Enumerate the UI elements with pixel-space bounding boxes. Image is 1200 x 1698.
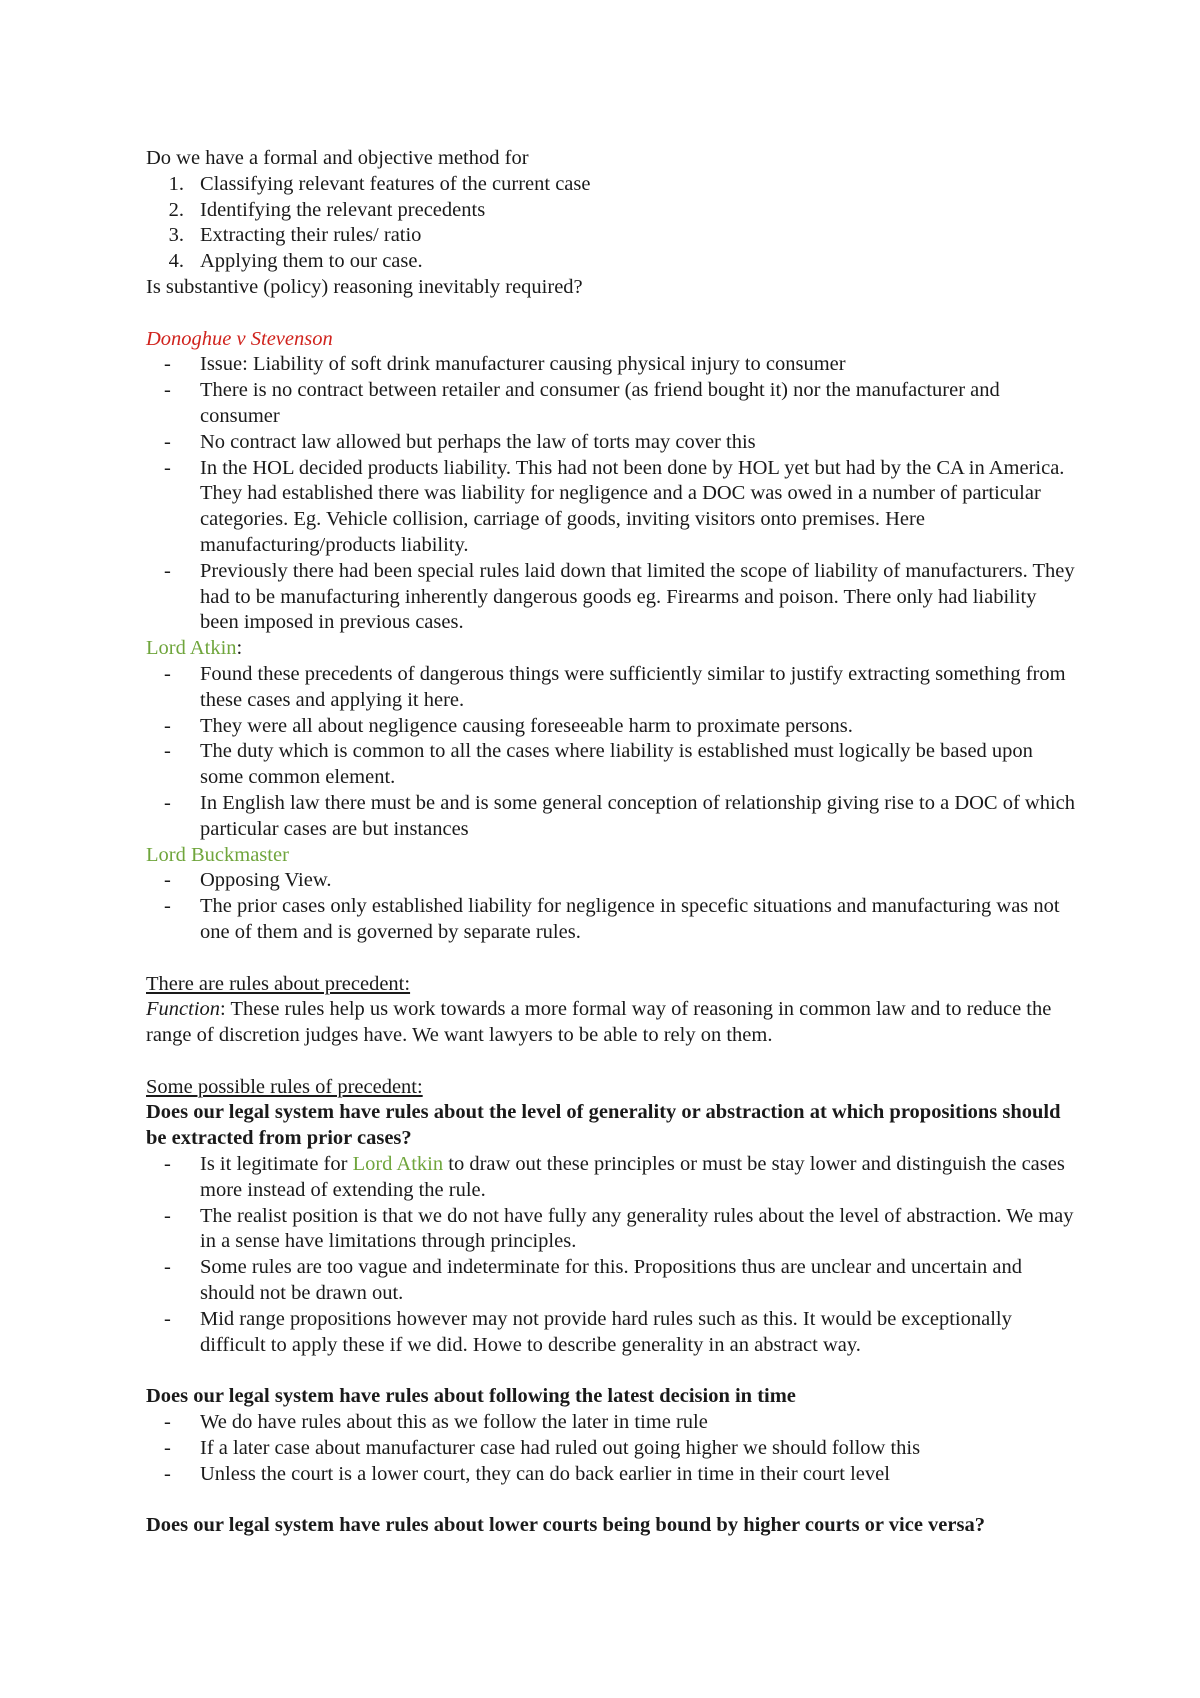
list-item-text: Unless the court is a lower court, they can do back earlier in time in their court level (200, 1462, 890, 1485)
method-steps-list (146, 172, 1076, 275)
list-number: 1. (168, 172, 184, 195)
dash-marker: - (164, 1256, 171, 1279)
question-court-hierarchy: Does our legal system have rules about lower courts being bound by higher courts or vice versa? (146, 1514, 985, 1537)
dash-marker: - (164, 456, 171, 479)
list-number: 4. (168, 250, 184, 273)
list-item-text: The prior cases only established liability for negligence in specefic situations and manufacturing was not one of them and is governed by separate rules. (200, 895, 1060, 943)
question-generality: Does our legal system have rules about the level of generality or abstraction at which propositions should be extracted from prior cases? (146, 1101, 1061, 1150)
list-item-text: Mid range propositions however may not provide hard rules such as this. It would be exceptionally difficult to apply these if we did. Howe to describe generality in an abstract way. (200, 1307, 1012, 1356)
spacer (146, 1358, 1076, 1384)
dash-marker: - (164, 379, 171, 402)
section-heading-rules: There are rules about precedent: (146, 972, 411, 995)
list-item-text: We do have rules about this as we follow the later in time rule (200, 1411, 708, 1434)
dash-marker: - (164, 791, 171, 814)
list-item-text: Applying them to our case. (200, 250, 423, 273)
list-item (146, 559, 1076, 636)
list-item-text: No contract law allowed but perhaps the law of torts may cover this (200, 430, 756, 453)
spacer (146, 1487, 1076, 1513)
list-item-text: They were all about negligence causing foreseeable harm to proximate persons. (200, 714, 853, 737)
buckmaster-bullets (146, 868, 1076, 945)
list-item (146, 456, 1076, 559)
list-number: 3. (168, 224, 184, 247)
list-item (146, 894, 1076, 946)
list-item (146, 739, 1076, 791)
dash-marker: - (164, 869, 171, 892)
list-item-text: There is no contract between retailer and consumer (as friend bought it) nor the manufacturer and consumer (200, 379, 1000, 427)
list-item (146, 352, 1076, 378)
list-item-text: If a later case about manufacturer case had ruled out going higher we should follow this (200, 1436, 921, 1459)
dash-marker: - (164, 740, 171, 763)
dash-marker: - (164, 662, 171, 685)
list-number: 2. (168, 198, 184, 221)
function-label: Function (146, 998, 221, 1021)
list-item-text: The duty which is common to all the cases where liability is established must logically be based upon some common element. (200, 740, 1033, 789)
dash-marker: - (164, 1204, 171, 1227)
list-item-text: Identifying the relevant precedents (200, 198, 486, 221)
list-item-text: In the HOL decided products liability. This had not been done by HOL yet but had by the CA in America. They had established there was liability for negligence and a DOC was owed in a number of particular categories. Eg. Vehicle collision, carriage of goods, inviting visitors onto premises. Here manufacturing/products liability. (200, 456, 1065, 556)
intro-question: Do we have a formal and objective method for (146, 147, 529, 169)
dash-marker: - (164, 714, 171, 737)
list-item-text: The realist position is that we do not have fully any generality rules about the level of abstraction. We may in a sense have limitations through principles. (200, 1204, 1074, 1253)
judge-heading-buckmaster: Lord Buckmaster (146, 843, 289, 866)
section-heading-possible-rules: Some possible rules of precedent: (146, 1075, 423, 1098)
list-item-text: Classifying relevant features of the current case (200, 172, 591, 195)
dash-marker: - (164, 895, 171, 918)
spacer (146, 1049, 1076, 1075)
list-item (146, 1462, 1076, 1488)
dash-marker: - (164, 1411, 171, 1434)
list-item (146, 430, 1076, 456)
list-item (146, 714, 1076, 740)
list-item (146, 791, 1076, 843)
dash-marker: - (164, 430, 171, 453)
case-title: Donoghue v Stevenson (146, 327, 333, 350)
list-item (146, 249, 1076, 275)
list-item-text: Opposing View. (200, 869, 332, 892)
document-page (146, 146, 1076, 1539)
generality-bullets (146, 1152, 1076, 1358)
list-item-text: Extracting their rules/ ratio (200, 224, 422, 247)
atkin-bullets (146, 662, 1076, 843)
list-item (146, 198, 1076, 224)
list-item-text: Some rules are too vague and indeterminate for this. Propositions thus are unclear and uncertain and should not be drawn out. (200, 1256, 1023, 1305)
list-item (146, 1410, 1076, 1436)
list-item (146, 378, 1076, 430)
function-text: : These rules help us work towards a more formal way of reasoning in common law and to reduce the range of discretion judges have. We want lawyers to be able to rely on them. (146, 998, 1052, 1047)
list-item (146, 662, 1076, 714)
judge-suffix: : (236, 637, 243, 660)
question-latest-decision: Does our legal system have rules about following the latest decision in time (146, 1385, 796, 1408)
case-bullets (146, 352, 1076, 636)
list-item-text: Found these precedents of dangerous things were sufficiently similar to justify extracting something from these cases and applying it here. (200, 662, 1066, 711)
list-item (146, 223, 1076, 249)
list-item (146, 1152, 1076, 1204)
spacer (146, 301, 1076, 327)
list-item (146, 1255, 1076, 1307)
text-run: Is it legitimate for (200, 1153, 353, 1176)
text-run: to draw out these principles or must be stay lower and distinguish the cases more instead of extending the rule. (200, 1153, 1065, 1201)
spacer (146, 946, 1076, 972)
list-item-text: Issue: Liability of soft drink manufacturer causing physical injury to consumer (200, 353, 846, 376)
latest-decision-bullets (146, 1410, 1076, 1487)
list-item (146, 1204, 1076, 1256)
intro-closing: Is substantive (policy) reasoning inevitably required? (146, 275, 583, 298)
dash-marker: - (164, 559, 171, 582)
list-item (146, 868, 1076, 894)
list-item-text: Previously there had been special rules laid down that limited the scope of liability of manufacturers. They had to be manufacturing inherently dangerous goods eg. Firearms and poison. There only had liability been imposed in previous cases. (200, 559, 1075, 634)
list-item-text: In English law there must be and is some general conception of relationship giving rise to a DOC of which particular cases are but instances (200, 791, 1076, 840)
dash-marker: - (164, 353, 171, 376)
dash-marker: - (164, 1462, 171, 1485)
judge-name: Lord Atkin (146, 637, 237, 660)
list-item (146, 172, 1076, 198)
list-item-text (200, 1153, 1065, 1201)
list-item (146, 1436, 1076, 1462)
dash-marker: - (164, 1153, 171, 1176)
dash-marker: - (164, 1436, 171, 1459)
judge-name: Lord Atkin (352, 1153, 444, 1176)
judge-heading-atkin (146, 636, 1076, 662)
function-paragraph (146, 997, 1076, 1049)
list-item (146, 1307, 1076, 1359)
dash-marker: - (164, 1307, 171, 1330)
